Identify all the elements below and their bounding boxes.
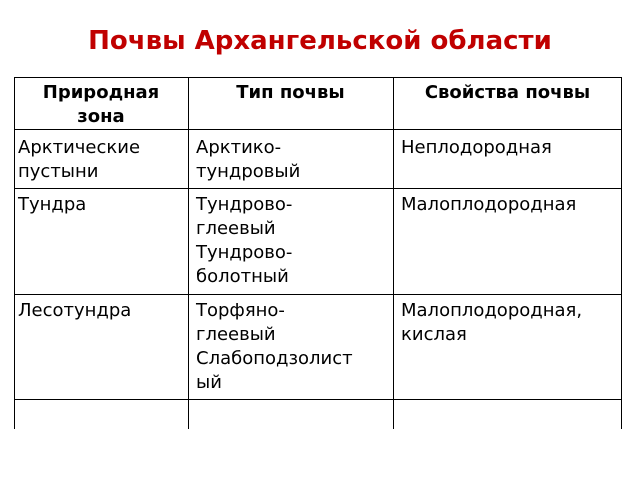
row-3-soil-type-line-1: Торфяно- — [196, 300, 285, 321]
row-2-properties — [401, 193, 576, 217]
header-properties-label: Свойства почвы — [424, 82, 591, 103]
row-1-soil-type-line-2: тундровый — [196, 161, 301, 182]
row-1-soil-type — [196, 136, 300, 184]
header-soil-type-label: Тип почвы — [236, 82, 345, 103]
row-divider-3 — [14, 399, 622, 400]
row-2-soil-type-line-4: болотный — [196, 266, 289, 287]
row-2-soil-type-line-2: глеевый — [196, 218, 276, 239]
row-3-properties-line-1: Малоплодородная, — [401, 300, 583, 321]
row-3-soil-type-line-4: ый — [196, 372, 222, 393]
row-1-soil-type-line-1: Арктико- — [196, 137, 282, 158]
row-3-properties-line-2: кислая — [401, 324, 467, 345]
row-1-properties-line-1: Неплодородная — [401, 137, 552, 158]
row-1-zone-line-1: Арктические — [18, 137, 141, 158]
header-soil-type — [192, 81, 389, 105]
row-1-zone — [18, 136, 140, 184]
row-3-soil-type-line-3: Слабоподзолист — [196, 348, 353, 369]
row-divider-2 — [14, 294, 622, 295]
row-2-zone — [18, 193, 86, 217]
row-2-soil-type-line-1: Тундрово- — [196, 194, 293, 215]
header-zone-line-1: Природная — [42, 82, 160, 103]
row-3-soil-type — [196, 299, 353, 395]
row-3-properties — [401, 299, 582, 347]
header-properties — [397, 81, 618, 105]
header-zone-line-2: зона — [77, 106, 125, 127]
soils-table — [14, 77, 622, 429]
row-divider-1 — [14, 188, 622, 189]
table-border-right — [621, 77, 622, 429]
row-3-zone-line-1: Лесотундра — [18, 300, 132, 321]
row-2-zone-line-1: Тундра — [18, 194, 87, 215]
row-1-zone-line-2: пустыни — [18, 161, 99, 182]
row-2-properties-line-1: Малоплодородная — [401, 194, 577, 215]
column-divider-2 — [393, 77, 394, 429]
row-2-soil-type-line-3: Тундрово- — [196, 242, 293, 263]
row-3-zone — [18, 299, 131, 323]
header-divider-props — [393, 129, 622, 130]
header-divider-zone — [14, 129, 188, 130]
table-border-top — [14, 77, 622, 78]
table-border-left — [14, 77, 15, 429]
row-3-soil-type-line-2: глеевый — [196, 324, 276, 345]
header-divider-type — [188, 129, 393, 130]
header-zone — [18, 81, 184, 129]
column-divider-1 — [188, 77, 189, 429]
row-2-soil-type — [196, 193, 292, 289]
row-1-properties — [401, 136, 552, 160]
page-title: Почвы Архангельской области — [88, 26, 552, 56]
